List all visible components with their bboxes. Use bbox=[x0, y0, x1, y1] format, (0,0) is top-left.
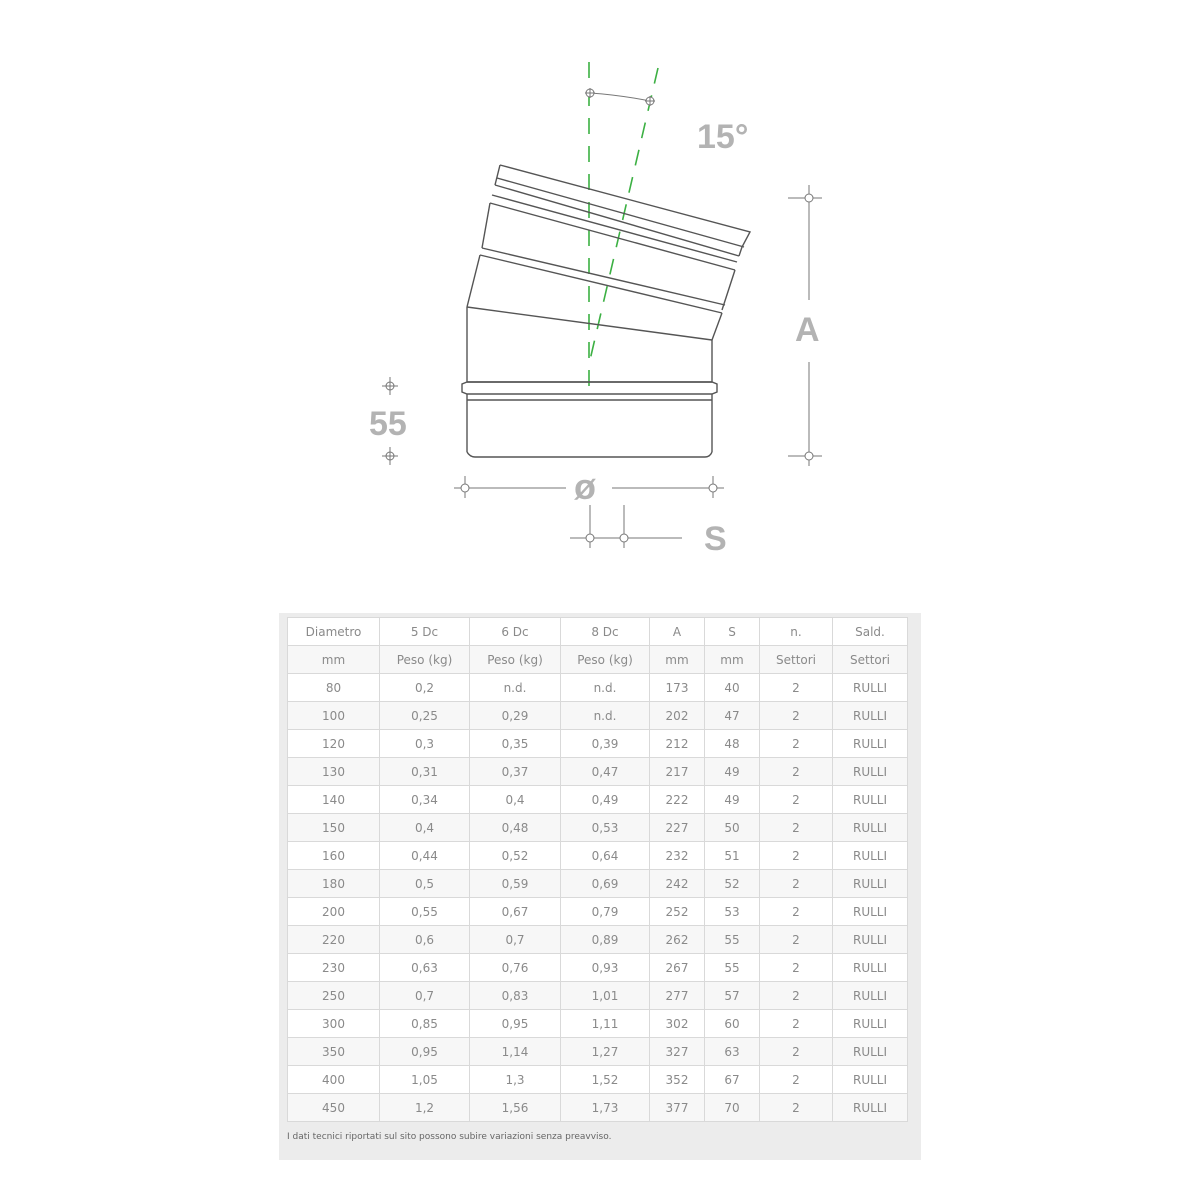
table-cell: n.d. bbox=[561, 702, 650, 730]
table-cell: 140 bbox=[288, 786, 380, 814]
table-row bbox=[288, 870, 908, 898]
table-cell: 0,44 bbox=[380, 842, 470, 870]
table-row bbox=[288, 954, 908, 982]
table-cell: 2 bbox=[760, 730, 833, 758]
table-cell: 53 bbox=[705, 898, 760, 926]
table-cell: 1,73 bbox=[561, 1094, 650, 1122]
table-cell: 242 bbox=[650, 870, 705, 898]
table-cell: 0,83 bbox=[470, 982, 561, 1010]
table-cell: RULLI bbox=[833, 842, 908, 870]
table-cell: RULLI bbox=[833, 982, 908, 1010]
table-row bbox=[288, 926, 908, 954]
table-cell: 0,3 bbox=[380, 730, 470, 758]
table-cell: 327 bbox=[650, 1038, 705, 1066]
table-cell: 202 bbox=[650, 702, 705, 730]
table-row bbox=[288, 1094, 908, 1122]
table-cell: 173 bbox=[650, 674, 705, 702]
table-cell: 150 bbox=[288, 814, 380, 842]
table-cell: 2 bbox=[760, 842, 833, 870]
table-cell: 0,53 bbox=[561, 814, 650, 842]
table-cell: 49 bbox=[705, 786, 760, 814]
table-cell: RULLI bbox=[833, 730, 908, 758]
table-cell: RULLI bbox=[833, 1038, 908, 1066]
table-cell: 50 bbox=[705, 814, 760, 842]
header-cell: Diametro bbox=[288, 618, 380, 646]
table-row bbox=[288, 814, 908, 842]
table-cell: 2 bbox=[760, 1066, 833, 1094]
angle-indicator bbox=[585, 88, 655, 106]
header-cell: Peso (kg) bbox=[561, 646, 650, 674]
table-cell: 0,34 bbox=[380, 786, 470, 814]
table-cell: 60 bbox=[705, 1010, 760, 1038]
table-cell: 1,27 bbox=[561, 1038, 650, 1066]
header-row-2 bbox=[288, 646, 908, 674]
table-cell: 252 bbox=[650, 898, 705, 926]
header-cell: 6 Dc bbox=[470, 618, 561, 646]
table-cell: 0,4 bbox=[380, 814, 470, 842]
header-cell: mm bbox=[288, 646, 380, 674]
header-cell: mm bbox=[705, 646, 760, 674]
table-cell: 277 bbox=[650, 982, 705, 1010]
table-cell: RULLI bbox=[833, 1010, 908, 1038]
table-cell: 352 bbox=[650, 1066, 705, 1094]
table-cell: 63 bbox=[705, 1038, 760, 1066]
table-cell: 227 bbox=[650, 814, 705, 842]
table-cell: 2 bbox=[760, 758, 833, 786]
header-cell: A bbox=[650, 618, 705, 646]
table-cell: 0,67 bbox=[470, 898, 561, 926]
table-cell: 180 bbox=[288, 870, 380, 898]
table-cell: 0,49 bbox=[561, 786, 650, 814]
table-cell: 49 bbox=[705, 758, 760, 786]
table-cell: 100 bbox=[288, 702, 380, 730]
table-cell: 0,95 bbox=[380, 1038, 470, 1066]
angle-label: 15° bbox=[697, 118, 749, 156]
diameter-label: ø bbox=[574, 466, 596, 507]
table-cell: 377 bbox=[650, 1094, 705, 1122]
table-cell: 1,52 bbox=[561, 1066, 650, 1094]
table-cell: 55 bbox=[705, 926, 760, 954]
table-cell: 40 bbox=[705, 674, 760, 702]
table-cell: 0,31 bbox=[380, 758, 470, 786]
table-cell: 2 bbox=[760, 1094, 833, 1122]
table-cell: 212 bbox=[650, 730, 705, 758]
table-cell: 232 bbox=[650, 842, 705, 870]
table-row bbox=[288, 1010, 908, 1038]
table-cell: 0,35 bbox=[470, 730, 561, 758]
centerlines bbox=[589, 62, 658, 392]
header-cell: 8 Dc bbox=[561, 618, 650, 646]
table-cell: 1,14 bbox=[470, 1038, 561, 1066]
table-cell: 220 bbox=[288, 926, 380, 954]
table-cell: 55 bbox=[705, 954, 760, 982]
table-cell: 1,01 bbox=[561, 982, 650, 1010]
table-cell: 300 bbox=[288, 1010, 380, 1038]
table-cell: RULLI bbox=[833, 954, 908, 982]
table-cell: 200 bbox=[288, 898, 380, 926]
table-cell: RULLI bbox=[833, 702, 908, 730]
table-cell: 48 bbox=[705, 730, 760, 758]
table-cell: 450 bbox=[288, 1094, 380, 1122]
table-cell: 2 bbox=[760, 674, 833, 702]
header-cell: Sald. bbox=[833, 618, 908, 646]
table-cell: RULLI bbox=[833, 786, 908, 814]
table-cell: 51 bbox=[705, 842, 760, 870]
header-cell: mm bbox=[650, 646, 705, 674]
table-cell: 0,7 bbox=[380, 982, 470, 1010]
table-cell: 2 bbox=[760, 814, 833, 842]
table-cell: 0,64 bbox=[561, 842, 650, 870]
table-cell: 0,55 bbox=[380, 898, 470, 926]
disclaimer-note: I dati tecnici riportati sul sito possono subire variazioni senza preavviso. bbox=[287, 1132, 612, 1142]
table-cell: 1,05 bbox=[380, 1066, 470, 1094]
header-cell: Settori bbox=[833, 646, 908, 674]
table-row bbox=[288, 1066, 908, 1094]
table-cell: 67 bbox=[705, 1066, 760, 1094]
header-cell: n. bbox=[760, 618, 833, 646]
table-cell: 0,48 bbox=[470, 814, 561, 842]
table-cell: n.d. bbox=[561, 674, 650, 702]
table-cell: 250 bbox=[288, 982, 380, 1010]
table-cell: 1,56 bbox=[470, 1094, 561, 1122]
header-row-1 bbox=[288, 618, 908, 646]
table-cell: 0,39 bbox=[561, 730, 650, 758]
table-cell: 0,89 bbox=[561, 926, 650, 954]
header-cell: Peso (kg) bbox=[380, 646, 470, 674]
elbow-outline bbox=[462, 165, 750, 457]
table-cell: 230 bbox=[288, 954, 380, 982]
table-cell: 120 bbox=[288, 730, 380, 758]
table-row bbox=[288, 842, 908, 870]
table-cell: 302 bbox=[650, 1010, 705, 1038]
table-cell: 57 bbox=[705, 982, 760, 1010]
table-row bbox=[288, 1038, 908, 1066]
table-cell: 0,25 bbox=[380, 702, 470, 730]
table-row bbox=[288, 702, 908, 730]
table-cell: 2 bbox=[760, 982, 833, 1010]
header-cell: Peso (kg) bbox=[470, 646, 561, 674]
table-cell: 2 bbox=[760, 898, 833, 926]
table-cell: 2 bbox=[760, 786, 833, 814]
table-cell: 0,2 bbox=[380, 674, 470, 702]
dim-a-label: A bbox=[795, 311, 820, 349]
table-row bbox=[288, 674, 908, 702]
table-cell: 0,63 bbox=[380, 954, 470, 982]
table-cell: 0,95 bbox=[470, 1010, 561, 1038]
table-cell: 0,85 bbox=[380, 1010, 470, 1038]
table-cell: 70 bbox=[705, 1094, 760, 1122]
table-cell: 0,93 bbox=[561, 954, 650, 982]
dimension-s bbox=[570, 505, 682, 548]
dim-s-label: S bbox=[704, 520, 727, 558]
dim-55-label: 55 bbox=[369, 405, 407, 443]
table-cell: 52 bbox=[705, 870, 760, 898]
table-cell: RULLI bbox=[833, 870, 908, 898]
table-cell: 217 bbox=[650, 758, 705, 786]
table-cell: RULLI bbox=[833, 1094, 908, 1122]
table-cell: 0,5 bbox=[380, 870, 470, 898]
table-cell: 0,37 bbox=[470, 758, 561, 786]
table-cell: 350 bbox=[288, 1038, 380, 1066]
spec-table-panel bbox=[279, 613, 921, 1160]
table-cell: n.d. bbox=[470, 674, 561, 702]
header-cell: 5 Dc bbox=[380, 618, 470, 646]
header-cell: S bbox=[705, 618, 760, 646]
table-cell: 0,76 bbox=[470, 954, 561, 982]
table-cell: 0,69 bbox=[561, 870, 650, 898]
table-cell: RULLI bbox=[833, 814, 908, 842]
header-cell: Settori bbox=[760, 646, 833, 674]
table-cell: 2 bbox=[760, 1038, 833, 1066]
spec-table bbox=[287, 617, 908, 1122]
table-cell: RULLI bbox=[833, 926, 908, 954]
table-cell: 1,11 bbox=[561, 1010, 650, 1038]
table-cell: 0,29 bbox=[470, 702, 561, 730]
table-cell: 2 bbox=[760, 870, 833, 898]
table-cell: 1,3 bbox=[470, 1066, 561, 1094]
table-cell: 222 bbox=[650, 786, 705, 814]
table-cell: 2 bbox=[760, 702, 833, 730]
table-cell: 0,4 bbox=[470, 786, 561, 814]
table-cell: 262 bbox=[650, 926, 705, 954]
table-cell: RULLI bbox=[833, 674, 908, 702]
table-cell: 0,47 bbox=[561, 758, 650, 786]
table-body bbox=[288, 674, 908, 1122]
table-row bbox=[288, 982, 908, 1010]
table-row bbox=[288, 730, 908, 758]
table-row bbox=[288, 786, 908, 814]
table-cell: 1,2 bbox=[380, 1094, 470, 1122]
table-cell: 267 bbox=[650, 954, 705, 982]
table-cell: 47 bbox=[705, 702, 760, 730]
table-cell: 400 bbox=[288, 1066, 380, 1094]
table-row bbox=[288, 898, 908, 926]
table-cell: 0,6 bbox=[380, 926, 470, 954]
table-cell: 2 bbox=[760, 1010, 833, 1038]
table-cell: 0,52 bbox=[470, 842, 561, 870]
table-cell: RULLI bbox=[833, 1066, 908, 1094]
table-cell: 0,59 bbox=[470, 870, 561, 898]
table-row bbox=[288, 758, 908, 786]
table-cell: 80 bbox=[288, 674, 380, 702]
table-cell: 2 bbox=[760, 926, 833, 954]
table-cell: 130 bbox=[288, 758, 380, 786]
table-cell: RULLI bbox=[833, 898, 908, 926]
table-cell: 0,79 bbox=[561, 898, 650, 926]
table-cell: 2 bbox=[760, 954, 833, 982]
table-cell: RULLI bbox=[833, 758, 908, 786]
table-cell: 160 bbox=[288, 842, 380, 870]
table-cell: 0,7 bbox=[470, 926, 561, 954]
